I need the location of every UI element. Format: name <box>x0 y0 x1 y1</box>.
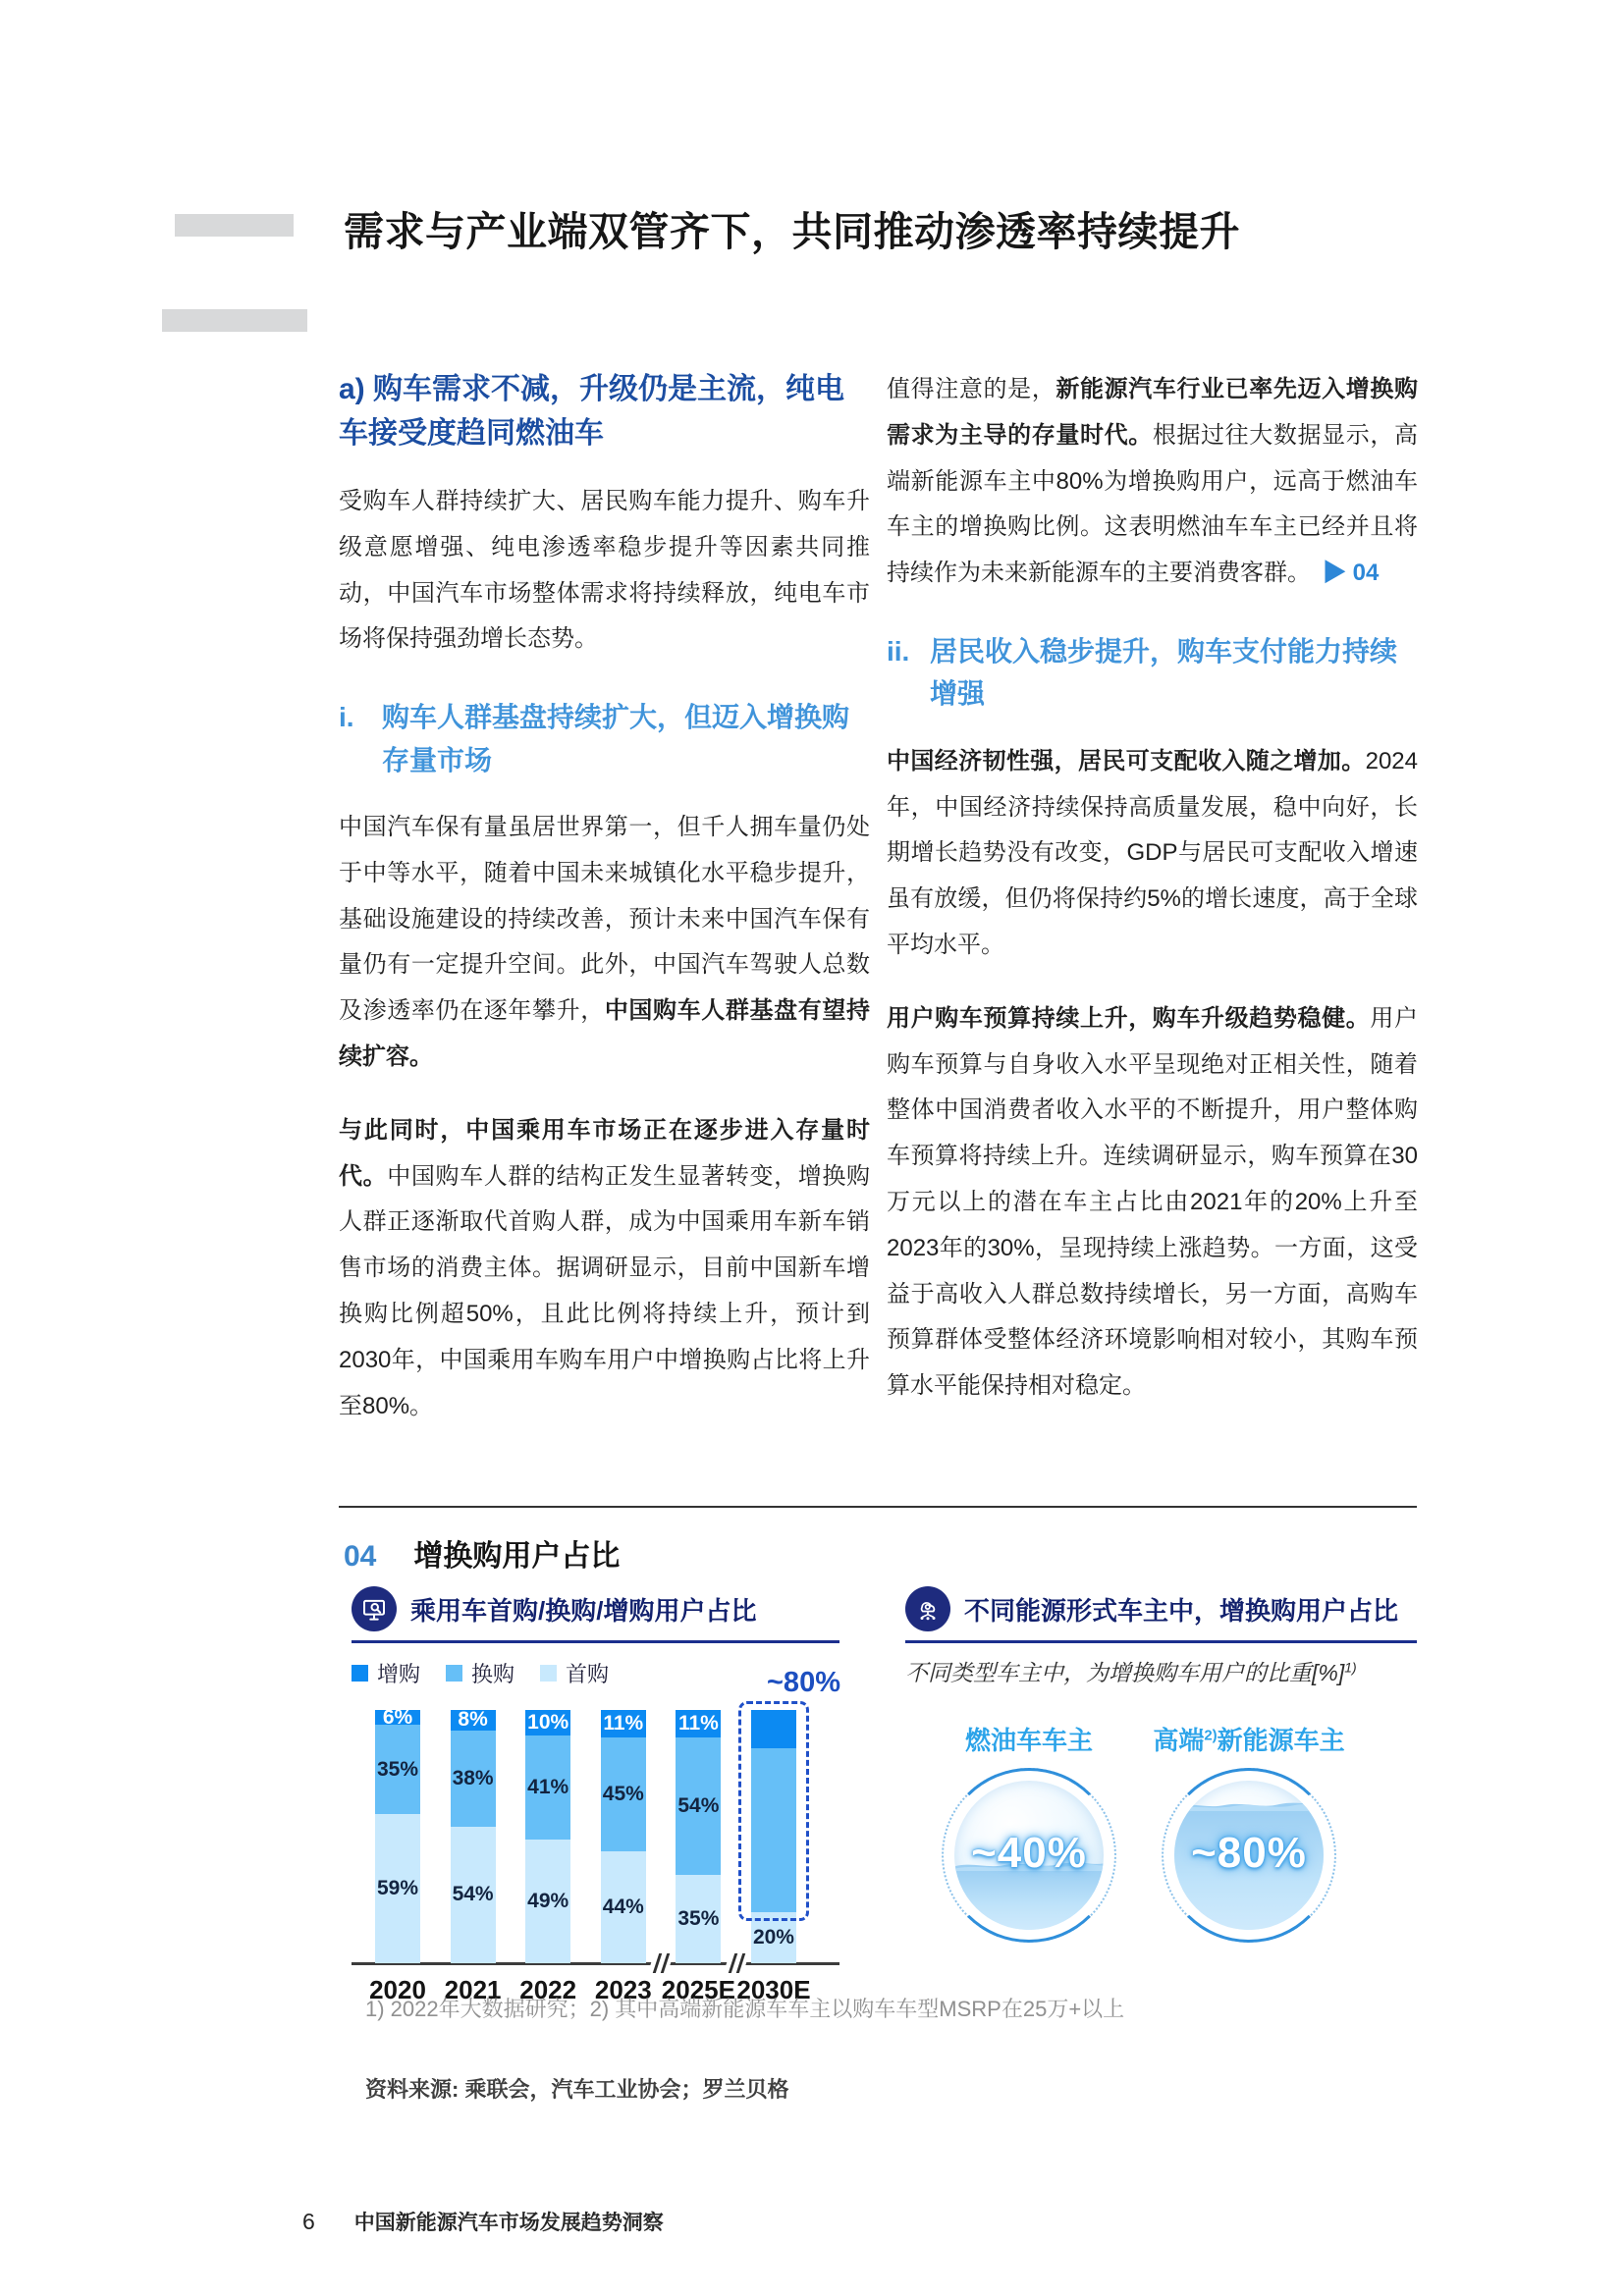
figure-source: 资料来源: 乘联会，汽车工业协会；罗兰贝格 <box>365 2077 789 2102</box>
paragraph-left-2: 中国汽车保有量虽居世界第一，但千人拥车量仍处于中等水平，随着中国未来城镇化水平稳步提升，基础设施建设的持续改善，预计未来中国汽车保有量仍有一定提升空间。此外，中国汽车驾驶人总数及渗透率仍在逐年攀升，中国购车人群基盘有望持续扩容。 <box>339 813 871 1070</box>
bar-value-label: 45% <box>602 1783 644 1806</box>
bar-segment-换购 <box>375 1725 420 1813</box>
section-ii-heading <box>887 630 1418 716</box>
page-footer <box>302 2207 664 2236</box>
section-a-heading: a) 购车需求不减，升级仍是主流，纯电车接受度趋同燃油车 <box>339 373 845 450</box>
gauge-circle <box>954 1781 1104 1930</box>
gauge-circle <box>1174 1781 1324 1930</box>
bar-2025E <box>661 1710 735 2004</box>
wave-icon <box>1174 1797 1324 1811</box>
legend-item-换购 <box>446 1658 514 1688</box>
gauge-燃油车车主 <box>931 1721 1127 1930</box>
panel-gauge-chart <box>905 1586 1417 1996</box>
bar-segment-增购 <box>451 1710 496 1731</box>
chart-title: 乘用车首购/换购/增购用户占比 <box>410 1595 757 1626</box>
bar-segment-换购 <box>525 1735 570 1840</box>
x-axis-label: 2025E <box>661 1975 735 2004</box>
chart-subtitle <box>905 1655 1417 1687</box>
paragraph-left-1: 受购车人群持续扩大、居民购车能力提升、购车升级意愿增强、纯电渗透率稳步提升等因素共同推动，中国汽车市场整体需求将持续释放，纯电车市场将保持强劲增长态势。 <box>339 488 870 653</box>
bar-value-label: 11% <box>603 1712 644 1735</box>
bar-value-label: 20% <box>752 1926 794 1949</box>
chart-title: 不同能源形式车主中，增换购用户占比 <box>964 1595 1399 1626</box>
x-axis-label: 2023 <box>594 1975 652 2004</box>
bar-segment-换购 <box>751 1748 796 1913</box>
x-axis-label: 2020 <box>369 1975 426 2004</box>
bar-2021 <box>444 1708 502 2004</box>
decorative-bar-top <box>175 214 294 237</box>
bar-value-label: 54% <box>452 1883 494 1906</box>
figure-number: 04 <box>344 1540 377 1573</box>
gauge-高端新能源车主 <box>1151 1721 1347 1930</box>
right-column <box>887 367 1418 1437</box>
bar-value-label: 11% <box>677 1712 719 1735</box>
footer-doc-title: 中国新能源汽车市场发展趋势洞察 <box>353 2212 664 2234</box>
bar-segment-增购 <box>525 1710 570 1735</box>
gauge-value: ~80% <box>1191 1829 1307 1877</box>
bar-segment-首购 <box>676 1875 721 1963</box>
bar-segment-首购 <box>601 1851 646 1963</box>
page-title: 需求与产业端双管齐下，共同推动渗透率持续提升 <box>344 209 1240 254</box>
legend-item-增购 <box>352 1658 420 1688</box>
panel-stacked-bar-chart <box>352 1586 840 2004</box>
left-column <box>339 367 870 1457</box>
x-axis-label: 2022 <box>519 1975 577 2004</box>
legend-swatch <box>446 1665 462 1682</box>
bar-value-label: 6% <box>382 1705 413 1729</box>
gauge-water-fill <box>954 1870 1104 1930</box>
bar-2030E <box>736 1710 811 2004</box>
footnote-ref: 1) <box>1344 1659 1357 1676</box>
gauge-title: 燃油车车主 <box>964 1726 1093 1755</box>
cloud-network-icon <box>905 1586 950 1631</box>
paragraph-right-3: 用户购车预算持续上升，购车升级趋势稳健。用户购车预算与自身收入水平呈现绝对正相关性，随着整体中国消费者收入水平的不断提升，用户整体购车预算将持续上升。连续调研显示，购车预算在30万元以上的潜在车主占比由2021年的20%上升至2023年的30%，呈现持续上涨趋势。一方面，这受益于高收入人群总数持续增长，另一方面，高购车预算群体受整体经济环境影响相对较小，其购车预算水平能保持相对稳定。 <box>887 1004 1419 1400</box>
figure-title: 增换购用户占比 <box>413 1540 621 1573</box>
paragraph-right-2: 中国经济韧性强，居民可支配收入随之增加。2024年，中国经济持续保持高质量发展，稳中向好，长期增长趋势没有改变，GDP与居民可支配收入增速虽有放缓，但仍将保持约5%的增长速度，高于全球平均水平。 <box>887 747 1418 958</box>
bar-segment-换购 <box>601 1737 646 1851</box>
figure-footnote: 1) 2022年大数据研究；2) 其中高端新能源车车主以购车车型MSRP在25万+以上 <box>365 1997 1125 2021</box>
figure-divider <box>339 1506 1417 1508</box>
bar-value-label: 35% <box>376 1757 419 1781</box>
bar-value-label: 38% <box>452 1766 494 1789</box>
bar-segment-首购 <box>375 1814 420 1963</box>
bar-value-label: 49% <box>527 1889 569 1912</box>
axis-break <box>647 1952 674 1974</box>
bar-2023 <box>594 1710 652 2004</box>
legend-swatch <box>352 1665 368 1682</box>
paragraph-right-1: 值得注意的是，新能源汽车行业已率先迈入增换购需求为主导的存量时代。根据过往大数据显示，高端新能源车主中80%为增换购用户，远高于燃油车车主的增换购比例。这表明燃油车车主已经并且将持续作为未来新能源车的主要消费客群。 ▶ 04 <box>887 376 1419 587</box>
bar-value-label: 54% <box>677 1794 720 1818</box>
figure-heading <box>344 1531 620 1575</box>
bar-value-label: 59% <box>376 1876 419 1899</box>
bar-segment-增购 <box>375 1705 420 1729</box>
bar-segment-首购 <box>525 1840 570 1963</box>
figure-ref-04[interactable]: ▶ 04 <box>1299 560 1380 587</box>
legend-swatch <box>540 1665 557 1682</box>
section-ii-marker: ii. <box>887 635 910 667</box>
bar-segment-首购 <box>751 1912 796 1963</box>
bar-segment-增购 <box>751 1710 796 1748</box>
bar-segment-增购 <box>676 1710 721 1737</box>
section-i-text: 购车人群基盘持续扩大，但迈入增换购存量市场 <box>382 702 850 775</box>
bar-value-label: 41% <box>527 1775 569 1798</box>
report-search-icon <box>352 1586 397 1631</box>
x-axis-label: 2030E <box>736 1975 811 2004</box>
legend-label: 首购 <box>566 1662 610 1686</box>
bar-value-label: 8% <box>458 1708 488 1732</box>
section-ii-text: 居民收入稳步提升，购车支付能力持续增强 <box>930 635 1398 710</box>
axis-break <box>723 1952 749 1974</box>
gauge-group-row <box>905 1721 1417 1996</box>
bar-segment-换购 <box>451 1731 496 1827</box>
paragraph-left-3: 与此同时，中国乘用车市场正在逐步进入存量时代。中国购车人群的结构正发生显著转变，增换购人群正逐渐取代首购人群，成为中国乘用车新车销售市场的消费主体。据调研显示，目前中国新车增换购比例超50%，且此比例将持续上升，预计到2030年，中国乘用车购车用户中增换购占比将上升至80%。 <box>339 1116 871 1419</box>
bar-value-label: 44% <box>602 1896 644 1919</box>
section-i-marker: i. <box>339 702 354 733</box>
page-number: 6 <box>302 2209 315 2234</box>
panel-header <box>905 1586 1417 1643</box>
panel-header <box>352 1586 839 1643</box>
decorative-bar-bottom <box>162 309 307 332</box>
legend-label: 增购 <box>377 1662 421 1686</box>
annotation-label: ~80% <box>767 1667 840 1698</box>
bar-segment-换购 <box>676 1737 721 1874</box>
bar-value-label: 10% <box>527 1710 569 1734</box>
bar-segment-增购 <box>601 1710 646 1737</box>
gauge-value: ~40% <box>971 1829 1087 1877</box>
legend-label: 换购 <box>471 1662 515 1686</box>
bar-2020 <box>369 1705 426 2004</box>
x-axis-label: 2021 <box>444 1975 502 2004</box>
chart-subtitle-text: 不同类型车主中，为增换购车用户的比重[%] <box>905 1660 1345 1685</box>
legend-item-首购 <box>540 1658 609 1688</box>
bar-value-label: 35% <box>677 1906 720 1930</box>
section-i-heading <box>339 696 870 781</box>
gauge-title: 高端$^{2)}$新能源车主 <box>1153 1726 1345 1755</box>
bar-2022 <box>519 1710 577 2004</box>
bar-segment-首购 <box>451 1827 496 1963</box>
